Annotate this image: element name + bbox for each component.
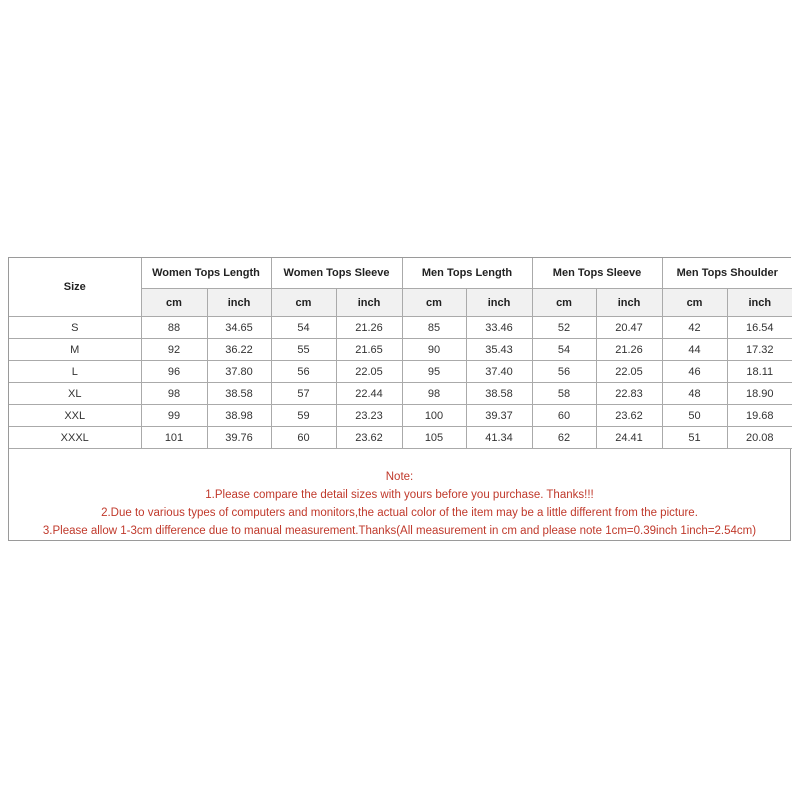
- table-cell: 38.98: [207, 405, 271, 427]
- table-cell: 17.32: [727, 339, 792, 361]
- unit-header-inch: inch: [207, 289, 271, 317]
- table-cell: 101: [141, 427, 207, 449]
- table-cell: 54: [271, 317, 336, 339]
- size-chart: [8, 257, 791, 541]
- table-cell: 22.05: [336, 361, 402, 383]
- size-label: L: [9, 361, 141, 383]
- table-cell: 22.05: [596, 361, 662, 383]
- table-cell: 105: [402, 427, 466, 449]
- table-cell: 57: [271, 383, 336, 405]
- group-header-women-tops-sleeve: Women Tops Sleeve: [271, 258, 402, 289]
- table-cell: 42: [662, 317, 727, 339]
- table-cell: 60: [271, 427, 336, 449]
- unit-header-inch: inch: [596, 289, 662, 317]
- unit-header-cm: cm: [141, 289, 207, 317]
- table-cell: 56: [271, 361, 336, 383]
- table-cell: 52: [532, 317, 596, 339]
- table-row: [9, 405, 792, 427]
- table-cell: 19.68: [727, 405, 792, 427]
- table-cell: 96: [141, 361, 207, 383]
- table-cell: 90: [402, 339, 466, 361]
- table-cell: 51: [662, 427, 727, 449]
- table-cell: 23.62: [336, 427, 402, 449]
- table-cell: 38.58: [466, 383, 532, 405]
- unit-header-inch: inch: [466, 289, 532, 317]
- table-cell: 56: [532, 361, 596, 383]
- table-cell: 22.83: [596, 383, 662, 405]
- table-cell: 36.22: [207, 339, 271, 361]
- table-cell: 39.76: [207, 427, 271, 449]
- table-row: [9, 339, 792, 361]
- table-cell: 22.44: [336, 383, 402, 405]
- note-title: Note:: [385, 471, 414, 483]
- table-cell: 92: [141, 339, 207, 361]
- note-line-3: 3.Please allow 1-3cm difference due to manual measurement.Thanks(All measurement in cm and please note 1cm=0.39inch 1inch=2.54cm): [42, 525, 757, 537]
- group-header-men-tops-sleeve: Men Tops Sleeve: [532, 258, 662, 289]
- table-cell: 33.46: [466, 317, 532, 339]
- table-cell: 21.65: [336, 339, 402, 361]
- table-cell: 62: [532, 427, 596, 449]
- table-cell: 58: [532, 383, 596, 405]
- table-cell: 24.41: [596, 427, 662, 449]
- table-cell: 21.26: [336, 317, 402, 339]
- size-label: XL: [9, 383, 141, 405]
- size-table: [9, 258, 792, 449]
- table-cell: 85: [402, 317, 466, 339]
- table-row: [9, 361, 792, 383]
- table-cell: 21.26: [596, 339, 662, 361]
- note-line-2: 2.Due to various types of computers and monitors,the actual color of the item may be a little different from the picture.: [101, 507, 698, 519]
- table-cell: 37.40: [466, 361, 532, 383]
- table-cell: 39.37: [466, 405, 532, 427]
- table-cell: 99: [141, 405, 207, 427]
- table-cell: 98: [141, 383, 207, 405]
- table-cell: 98: [402, 383, 466, 405]
- table-cell: 35.43: [466, 339, 532, 361]
- table-cell: 50: [662, 405, 727, 427]
- size-label: XXL: [9, 405, 141, 427]
- table-cell: 20.47: [596, 317, 662, 339]
- table-cell: 55: [271, 339, 336, 361]
- table-cell: 100: [402, 405, 466, 427]
- size-label: XXXL: [9, 427, 141, 449]
- table-cell: 23.23: [336, 405, 402, 427]
- table-row: [9, 383, 792, 405]
- table-header-row: [9, 258, 792, 289]
- table-cell: 59: [271, 405, 336, 427]
- unit-header-inch: inch: [727, 289, 792, 317]
- table-cell: 54: [532, 339, 596, 361]
- table-cell: 95: [402, 361, 466, 383]
- table-cell: 18.11: [727, 361, 792, 383]
- size-column-header: Size: [9, 258, 141, 317]
- unit-header-cm: cm: [271, 289, 336, 317]
- table-row: [9, 317, 792, 339]
- table-cell: 20.08: [727, 427, 792, 449]
- table-cell: 34.65: [207, 317, 271, 339]
- table-cell: 44: [662, 339, 727, 361]
- unit-header-cm: cm: [532, 289, 596, 317]
- table-cell: 46: [662, 361, 727, 383]
- unit-header-cm: cm: [402, 289, 466, 317]
- table-cell: 18.90: [727, 383, 792, 405]
- table-row: [9, 427, 792, 449]
- group-header-men-tops-length: Men Tops Length: [402, 258, 532, 289]
- table-cell: 88: [141, 317, 207, 339]
- table-cell: 41.34: [466, 427, 532, 449]
- size-label: S: [9, 317, 141, 339]
- group-header-women-tops-length: Women Tops Length: [141, 258, 271, 289]
- table-cell: 23.62: [596, 405, 662, 427]
- table-cell: 60: [532, 405, 596, 427]
- table-cell: 38.58: [207, 383, 271, 405]
- note-line-1: 1.Please compare the detail sizes with yours before you purchase. Thanks!!!: [205, 489, 594, 501]
- table-cell: 48: [662, 383, 727, 405]
- notes-section: [9, 449, 790, 540]
- unit-header-inch: inch: [336, 289, 402, 317]
- size-label: M: [9, 339, 141, 361]
- table-cell: 16.54: [727, 317, 792, 339]
- table-cell: 37.80: [207, 361, 271, 383]
- group-header-men-tops-shoulder: Men Tops Shoulder: [662, 258, 792, 289]
- unit-header-cm: cm: [662, 289, 727, 317]
